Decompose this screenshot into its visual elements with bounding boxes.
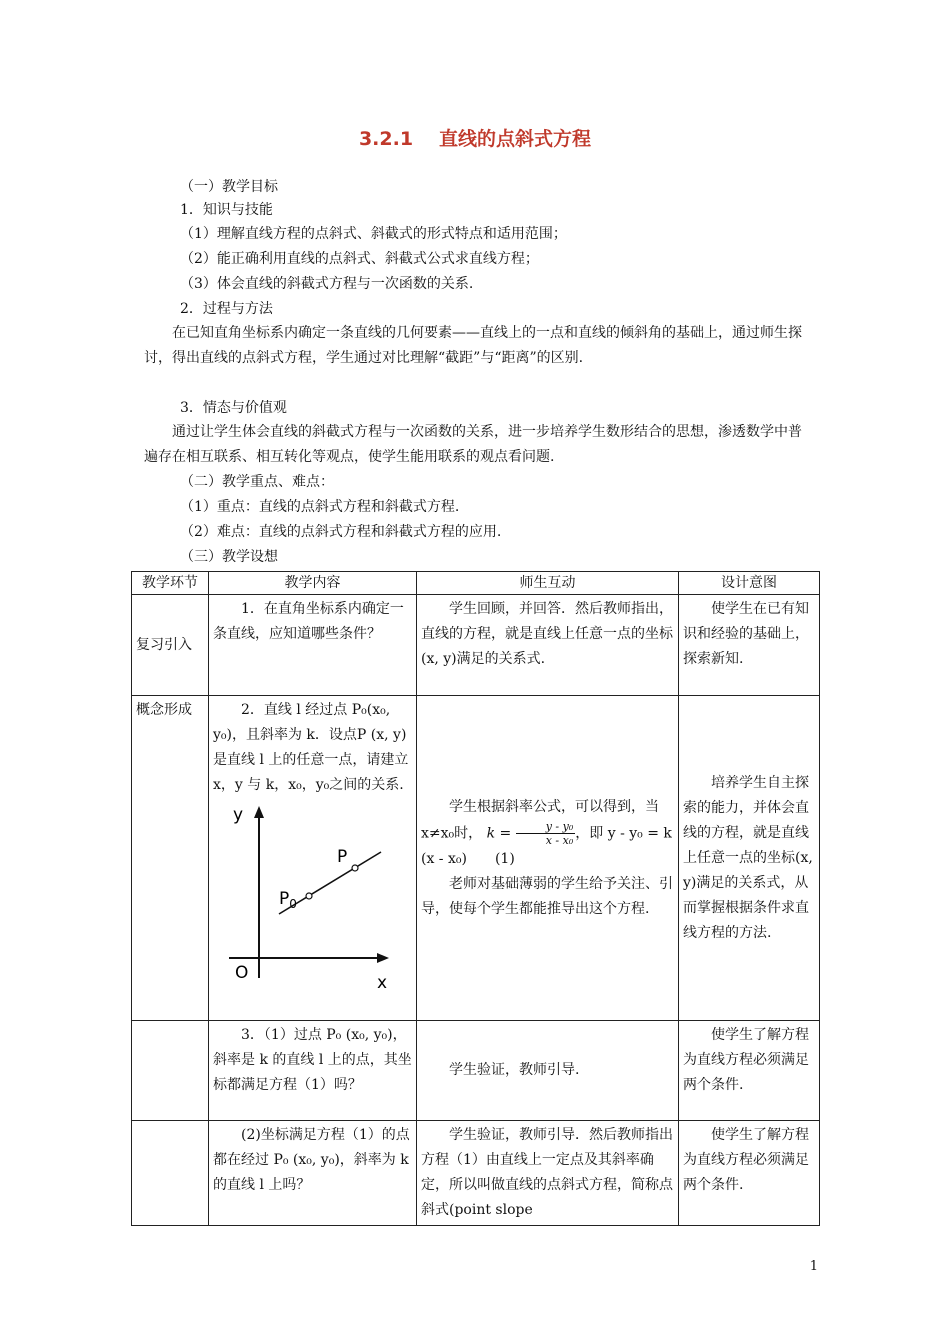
- header-interaction: 师生互动: [417, 572, 679, 595]
- origin-label: O: [235, 963, 249, 983]
- document-title: [0, 124, 950, 151]
- subsection-process: 2．过程与方法: [180, 301, 273, 317]
- process-paragraph: 在已知直角坐标系内确定一条直线的几何要素——直线上的一点和直线的倾斜角的基础上，通过师生探讨，得出直线的点斜式方程，学生通过对比理解“截距”与“距离”的区别.: [144, 325, 802, 366]
- y-label: y: [233, 805, 244, 825]
- header-intent: 设计意图: [679, 572, 820, 595]
- x-label: x: [377, 973, 388, 993]
- interaction-cell: [417, 696, 679, 1021]
- values-paragraph: 通过让学生体会直线的斜截式方程与一次函数的关系，进一步培养学生数形结合的思想，渗透数学中普遍存在相互联系、相互转化等观点，使学生能用联系的观点看问题.: [144, 424, 802, 465]
- title-number: 3.2.1: [358, 128, 414, 150]
- table-row: [132, 1121, 820, 1226]
- interaction-cell: 学生验证，教师引导．然后教师指出方程（1）由直线上一定点及其斜率确定，所以叫做直线的点斜式方程，简称点斜式(point slope: [417, 1121, 679, 1226]
- intent-cell: 使学生在已有知识和经验的基础上，探索新知.: [679, 595, 820, 696]
- slope-fraction: $\frac{\text{y - y₀}}{\text{x - x₀}}$: [516, 820, 576, 847]
- stage-cell: 概念形成: [132, 696, 209, 1021]
- header-stage: 教学环节: [132, 572, 209, 595]
- table-row: [132, 696, 820, 1021]
- content-cell: 3．（1）过点 P₀ (x₀, y₀)，斜率是 k 的直线 l 上的点，其坐标都满足方程（1）吗？: [209, 1021, 417, 1121]
- difficulty-item: （2）难点：直线的点斜式方程和斜截式方程的应用.: [180, 524, 502, 540]
- header-content: 教学内容: [209, 572, 417, 595]
- section-key-points: （二）教学重点、难点：: [180, 474, 334, 490]
- intent-cell: 使学生了解方程为直线方程必须满足两个条件.: [679, 1021, 820, 1121]
- objective-item: （3）体会直线的斜截式方程与一次函数的关系.: [180, 276, 474, 292]
- interaction-text: 学生根据斜率公式，可以得到，当 x≠x₀时， k = $\frac{\text{y - y₀}}{\text{x - x₀}}$ ，即 y - y₀ = k (x - x₀) (1): [421, 798, 672, 867]
- title-text: 直线的点斜式方程: [439, 128, 592, 150]
- table-row: [132, 1021, 820, 1121]
- y-axis-arrow: [254, 806, 264, 818]
- content-text: 2．直线 l 经过点 P₀(x₀, y₀)，且斜率为 k．设点P (x, y)是直线 l 上的任意一点，请建立 x，y 与 k，x₀，y₀之间的关系.: [213, 702, 409, 793]
- stage-cell: 复习引入: [132, 595, 209, 696]
- objective-item: （1）理解直线方程的点斜式、斜截式的形式特点和适用范围；: [180, 226, 567, 242]
- coordinate-figure: [213, 800, 408, 1000]
- x-axis-arrow: [377, 953, 389, 963]
- intent-cell: 使学生了解方程为直线方程必须满足两个条件.: [679, 1121, 820, 1226]
- content-cell: 1．在直角坐标系内确定一条直线，应知道哪些条件？: [209, 595, 417, 696]
- lesson-plan-table: [131, 571, 820, 1226]
- page-number: 1: [809, 1259, 818, 1274]
- table-header-row: [132, 572, 820, 595]
- p0-label: $P_0$: [279, 889, 297, 911]
- point-p: [352, 865, 358, 871]
- p-label: P: [337, 847, 348, 867]
- point-p0: [306, 893, 312, 899]
- section-objectives: （一）教学目标: [180, 179, 278, 195]
- subsection-knowledge: 1．知识与技能: [180, 202, 273, 218]
- content-cell: (2)坐标满足方程（1）的点都在经过 P₀ (x₀, y₀)，斜率为 k 的直线 l 上吗？: [209, 1121, 417, 1226]
- interaction-cell: 学生回顾，并回答．然后教师指出，直线的方程，就是直线上任意一点的坐标(x, y)满足的关系式.: [417, 595, 679, 696]
- content-cell: [209, 696, 417, 1021]
- intent-cell: 培养学生自主探索的能力，并体会直线的方程，就是直线上任意一点的坐标(x, y)满足的关系式，从而掌握根据条件求直线方程的方法.: [679, 696, 820, 1021]
- table-row: [132, 595, 820, 696]
- key-point-item: （1）重点：直线的点斜式方程和斜截式方程.: [180, 499, 460, 515]
- section-design: （三）教学设想: [180, 549, 278, 565]
- subsection-values: 3．情态与价值观: [180, 400, 287, 416]
- interaction-cell: 学生验证，教师引导.: [417, 1021, 679, 1121]
- objective-item: （2）能正确利用直线的点斜式、斜截式公式求直线方程；: [180, 251, 539, 267]
- interaction-guidance: 老师对基础薄弱的学生给予关注、引导，使每个学生都能推导出这个方程.: [421, 875, 673, 917]
